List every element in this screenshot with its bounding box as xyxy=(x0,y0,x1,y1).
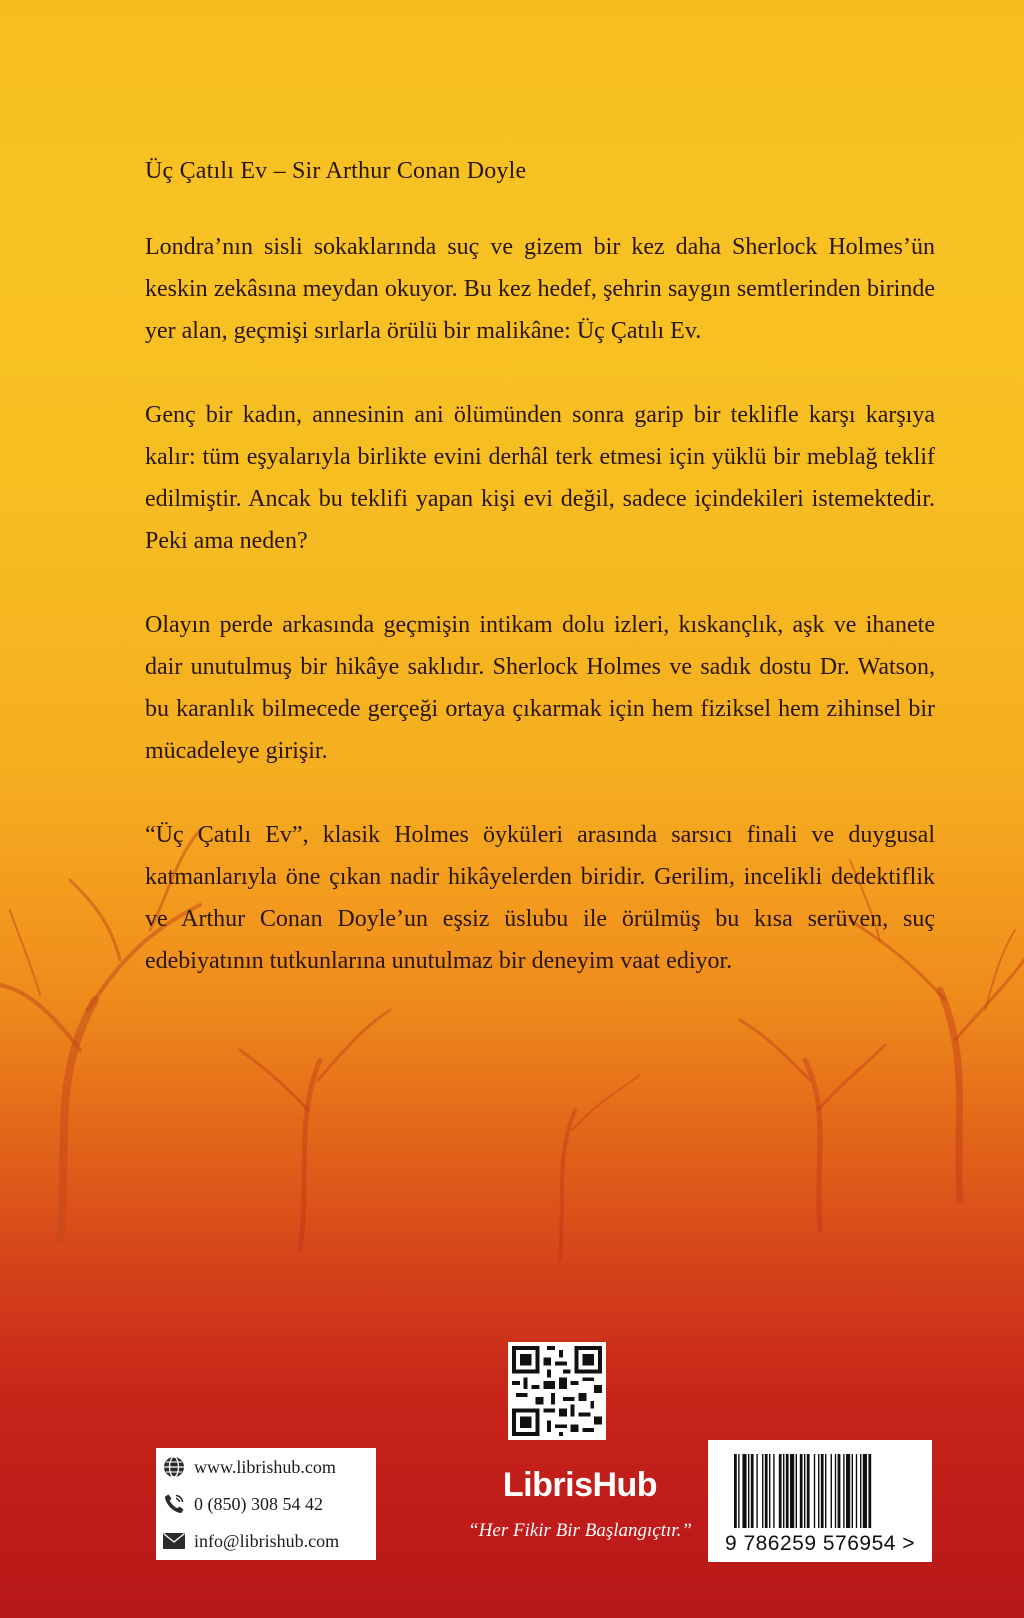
barcode-bar xyxy=(779,1454,782,1528)
barcode-bar xyxy=(796,1454,797,1528)
publisher-slogan: “Her Fikir Bir Başlangıçtır.” xyxy=(468,1520,692,1541)
book-title-author: Üç Çatılı Ev – Sir Arthur Conan Doyle xyxy=(145,158,527,184)
contact-box xyxy=(156,1448,376,1560)
contact-phone[interactable]: 0 (850) 308 54 42 xyxy=(194,1493,323,1514)
back-cover-blurb xyxy=(145,150,935,1024)
barcode-bar xyxy=(804,1454,805,1528)
barcode-bar xyxy=(831,1454,832,1528)
barcode-bar xyxy=(756,1454,757,1528)
barcode-bar xyxy=(818,1454,819,1528)
qr-code-icon xyxy=(508,1342,606,1440)
barcode-bar xyxy=(800,1454,803,1528)
barcode-bar xyxy=(863,1454,867,1528)
contact-website[interactable]: www.librishub.com xyxy=(194,1456,336,1477)
barcode-bar xyxy=(738,1454,739,1528)
barcode-bar xyxy=(751,1454,754,1528)
barcode-bar xyxy=(814,1454,815,1528)
blurb-paragraph-3: Olayın perde arkasında geçmişin intikam dolu izleri, kıskançlık, aşk ve ihanete dair unutulmuş bir hikâye saklıdır. Sherlock Holmes ve sadık dostu Dr. Watson, bu karanlık bilmecede gerçeği ortaya çıkarmak için hem fiziksel hem zihinsel bir mücadeleye girişir. xyxy=(145,612,935,764)
barcode-bar xyxy=(838,1454,841,1528)
blurb-paragraph-4: “Üç Çatılı Ev”, klasik Holmes öyküleri arasında sarsıcı finali ve duygusal katmanlarıyla öne çıkan nadir hikâyelerden biridir. Gerilim, incelikli dedektiflik ve Arthur Conan Doyle’un eşsiz üslubu ile örülmüş bu kısa serüven, suç edebiyatının tutkunlarına unutulmaz bir deneyim vaat ediyor. xyxy=(145,822,935,974)
barcode-bar xyxy=(825,1454,826,1528)
barcode-bar xyxy=(765,1454,768,1528)
phone-icon xyxy=(162,1492,186,1516)
isbn-number: 9 786259 576954 > xyxy=(724,1532,916,1555)
barcode-bar xyxy=(748,1454,749,1528)
barcode-bar xyxy=(821,1454,824,1528)
blurb-paragraph-1: Londra’nın sisli sokaklarında suç ve gizem bir kez daha Sherlock Holmes’ün keskin zekâsına meydan okuyor. Bu kez hedef, şehrin saygın semtlerinden birinde yer alan, geçmişi sırlarla örülü bir malikâne: Üç Çatılı Ev. xyxy=(145,234,935,344)
barcode-bar xyxy=(769,1454,770,1528)
barcode-box xyxy=(708,1440,932,1562)
globe-icon xyxy=(162,1455,186,1479)
mail-icon xyxy=(162,1532,186,1550)
contact-email[interactable]: info@librishub.com xyxy=(194,1530,340,1551)
barcode-bar xyxy=(852,1454,853,1528)
barcode-bar xyxy=(860,1454,861,1528)
contact-email-row xyxy=(162,1526,339,1556)
contact-phone-row xyxy=(162,1489,323,1519)
barcode-bar xyxy=(762,1454,763,1528)
isbn-barcode xyxy=(708,1440,932,1532)
barcode-bar xyxy=(786,1454,789,1528)
barcode-bar xyxy=(846,1454,850,1528)
barcode-bar xyxy=(773,1454,774,1528)
barcode-bar xyxy=(843,1454,844,1528)
barcode-bar xyxy=(790,1454,794,1528)
barcode-bar xyxy=(807,1454,810,1528)
blurb-paragraph-2: Genç bir kadın, annesinin ani ölümünden sonra garip bir teklifle karşı karşıya kalır: tüm eşyalarıyla birlikte evini derhâl terk etmesi için yüklü bir meblağ teklif edilmiştir. Ancak bu teklifi yapan kişi evi değil, sadece içindekileri istemektedir. Peki ama neden? xyxy=(145,402,935,554)
publisher-logo: LibrisHub xyxy=(502,1466,658,1504)
barcode-bar xyxy=(868,1454,871,1528)
contact-website-row xyxy=(162,1452,336,1482)
barcode-bar xyxy=(856,1454,857,1528)
barcode-bar xyxy=(835,1454,836,1528)
barcode-bar xyxy=(783,1454,784,1528)
barcode-bar xyxy=(742,1454,746,1528)
barcode-bar xyxy=(734,1454,737,1528)
